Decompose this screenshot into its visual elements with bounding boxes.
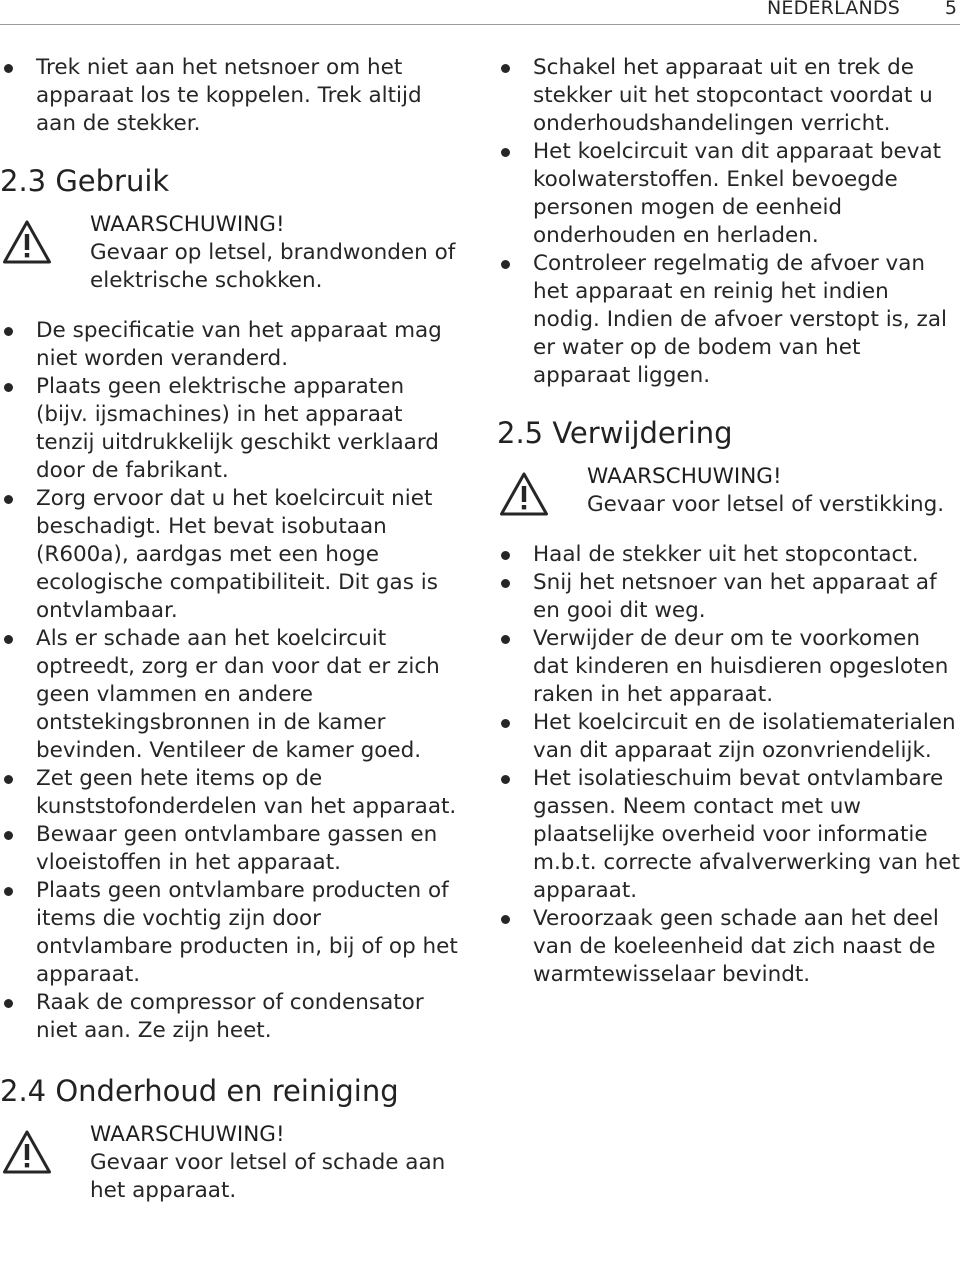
maintenance-list <box>497 54 960 390</box>
bullet-icon <box>501 915 510 924</box>
list-item: Haal de stekker uit het stopcontact. <box>497 541 960 569</box>
section-title-2-5: 2.5 Verwijdering <box>497 416 733 450</box>
list-item: Raak de compressor of condensator niet aan. Ze zijn heet. <box>0 989 462 1045</box>
page-header <box>0 0 960 25</box>
warning-triangle-icon <box>2 219 52 273</box>
section-title-2-3: 2.3 Gebruik <box>0 164 170 198</box>
list-item: Verwijder de deur om te voorkomen dat kinderen en huisdieren opgesloten raken in het apparaat. <box>497 625 960 709</box>
list-item: Zet geen hete items op de kunststofonderdelen van het apparaat. <box>0 765 462 821</box>
bullet-icon <box>4 495 13 504</box>
bullet-icon <box>4 831 13 840</box>
right-column <box>497 54 960 989</box>
bullet-icon <box>501 719 510 728</box>
warning-title: WAARSCHUWING! <box>90 1122 285 1147</box>
section-title-2-4: 2.4 Onderhoud en reiniging <box>0 1074 399 1108</box>
list-item: Controleer regelmatig de afvoer van het apparaat en reinig het indien nodig. Indien de afvoer verstopt is, zal er water op de bodem van het apparaat liggen. <box>497 250 960 390</box>
list-item: Het isolatieschuim bevat ontvlambare gassen. Neem contact met uw plaatselijke overheid voor informatie m.b.t. correcte afvalverwerking van het apparaat. <box>497 765 960 905</box>
bullet-icon <box>4 64 13 73</box>
left-column <box>0 54 462 1205</box>
warning-title: WAARSCHUWING! <box>587 464 782 489</box>
bullet-icon <box>501 64 510 73</box>
warning-title: WAARSCHUWING! <box>90 212 285 237</box>
warning-triangle-icon <box>2 1129 52 1183</box>
disposal-list <box>497 541 960 989</box>
warning-text: Gevaar op letsel, brandwonden of elektrische schokken. <box>90 240 456 293</box>
bullet-icon <box>4 775 13 784</box>
list-item: Zorg ervoor dat u het koelcircuit niet beschadigt. Het bevat isobutaan (R600a), aardgas met een hoge ecologische compatibiliteit. Dit gas is ontvlambaar. <box>0 485 462 625</box>
left-intro-list <box>0 54 462 138</box>
bullet-icon <box>4 887 13 896</box>
warning-block-2-3 <box>0 211 462 295</box>
warning-text: Gevaar voor letsel of verstikking. <box>587 492 945 517</box>
bullet-icon <box>4 383 13 392</box>
bullet-icon <box>501 260 510 269</box>
list-item: Het koelcircuit van dit apparaat bevat koolwaterstoffen. Enkel bevoegde personen mogen de eenheid onderhouden en herladen. <box>497 138 960 250</box>
list-item: Plaats geen ontvlambare producten of items die vochtig zijn door ontvlambare producten in, bij of op het apparaat. <box>0 877 462 989</box>
list-item: Schakel het apparaat uit en trek de stekker uit het stopcontact voordat u onderhoudshandelingen verricht. <box>497 54 960 138</box>
list-item: Als er schade aan het koelcircuit optreedt, zorg er dan voor dat er zich geen vlammen en andere ontstekingsbronnen in de kamer bevinden. Ventileer de kamer goed. <box>0 625 462 765</box>
bullet-icon <box>501 579 510 588</box>
warning-text: Gevaar voor letsel of schade aan het apparaat. <box>90 1150 446 1203</box>
bullet-icon <box>501 148 510 157</box>
list-item: Bewaar geen ontvlambare gassen en vloeistoffen in het apparaat. <box>0 821 462 877</box>
bullet-icon <box>4 327 13 336</box>
bullet-icon <box>4 635 13 644</box>
bullet-icon <box>501 775 510 784</box>
list-item: Veroorzaak geen schade aan het deel van de koeleenheid dat zich naast de warmtewisselaar bevindt. <box>497 905 960 989</box>
warning-triangle-icon <box>499 471 549 525</box>
list-item: De specificatie van het apparaat mag niet worden veranderd. <box>0 317 462 373</box>
usage-list <box>0 317 462 1045</box>
page-number: 5 <box>944 0 957 19</box>
bullet-icon <box>4 999 13 1008</box>
list-item: Plaats geen elektrische apparaten (bijv. ijsmachines) in het apparaat tenzij uitdrukkelijk geschikt verklaard door de fabrikant. <box>0 373 462 485</box>
language-label: NEDERLANDS <box>767 0 900 19</box>
list-item: Snij het netsnoer van het apparaat af en gooi dit weg. <box>497 569 960 625</box>
warning-block-2-5 <box>497 463 960 519</box>
list-item: Het koelcircuit en de isolatiematerialen van dit apparaat zijn ozonvriendelijk. <box>497 709 960 765</box>
bullet-icon <box>501 551 510 560</box>
warning-block-2-4 <box>0 1121 462 1205</box>
list-item: Trek niet aan het netsnoer om het apparaat los te koppelen. Trek altijd aan de stekker. <box>0 54 462 138</box>
bullet-icon <box>501 635 510 644</box>
